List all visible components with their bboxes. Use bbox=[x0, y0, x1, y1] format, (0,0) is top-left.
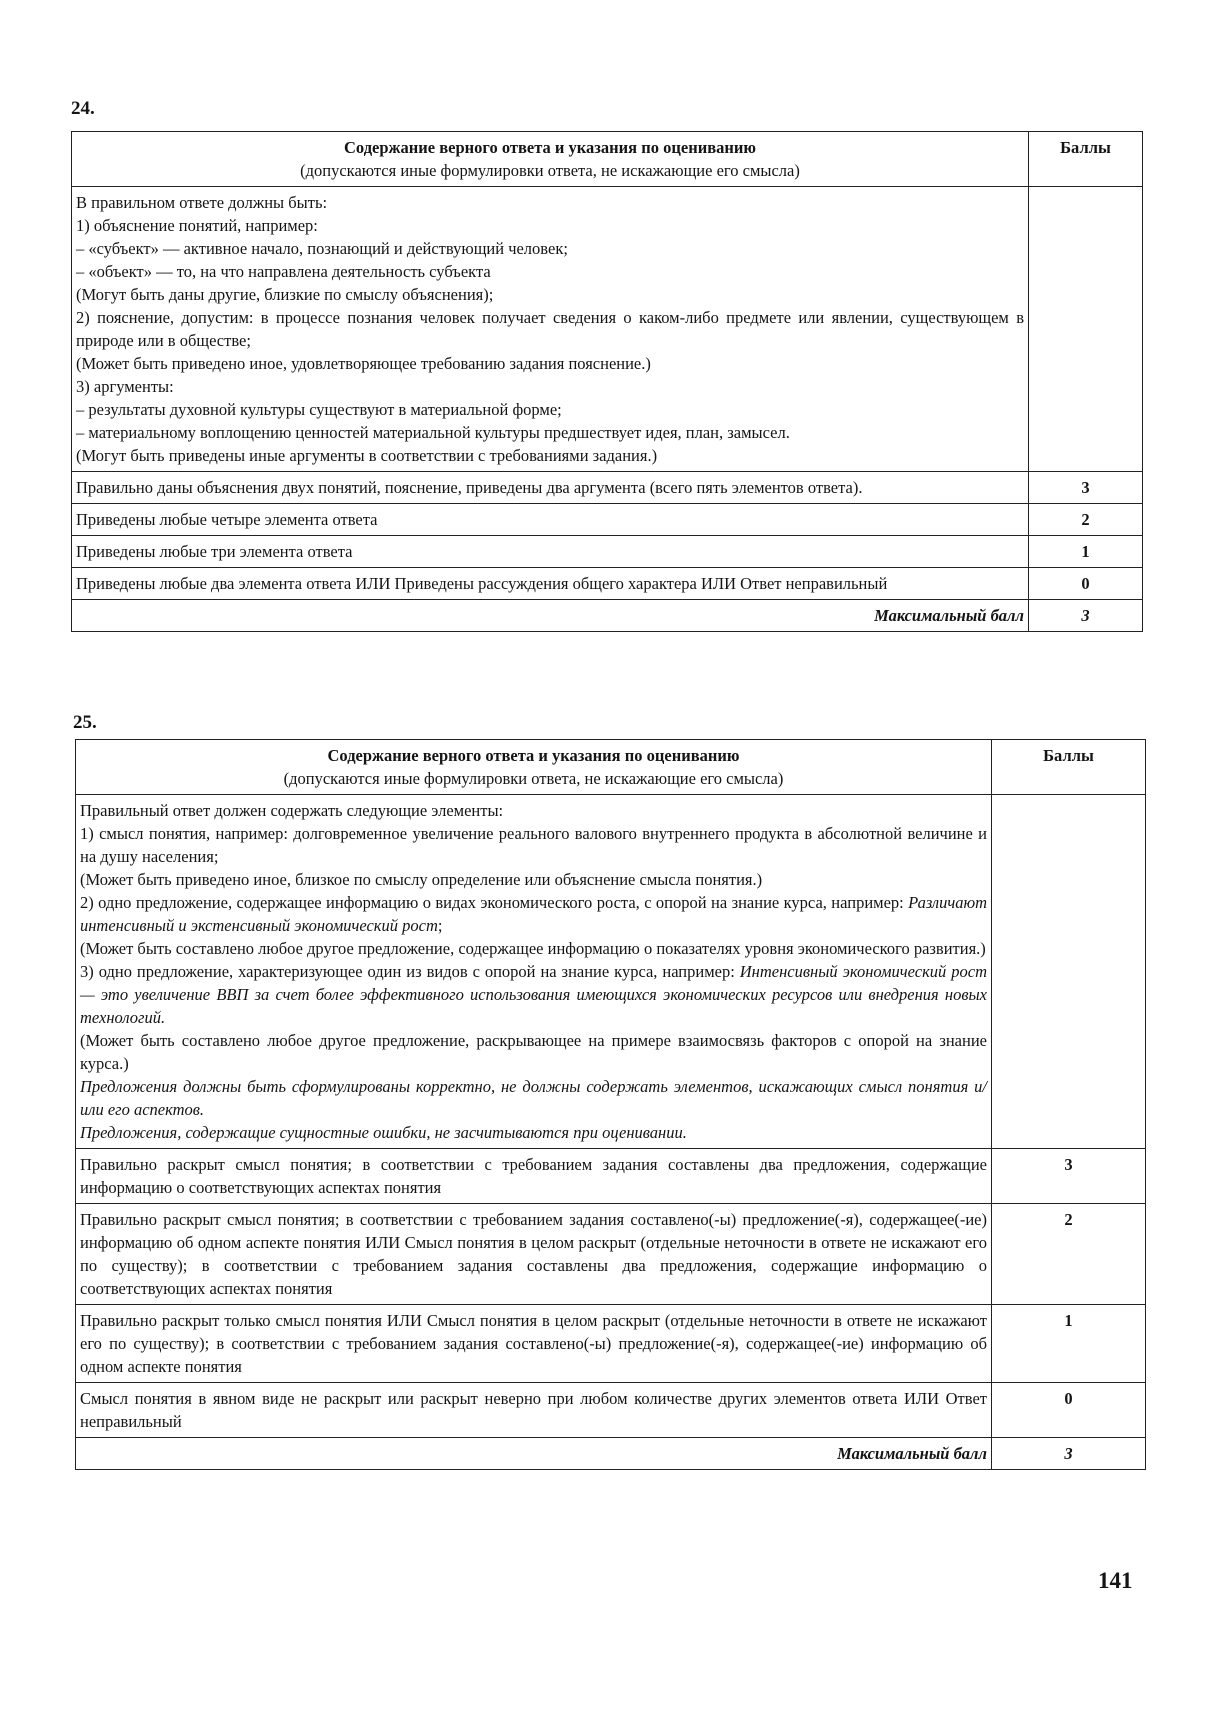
scoring-points: 3 bbox=[1029, 472, 1143, 504]
content-element-1: 1) смысл понятия, например: долговременное увеличение реального валового внутреннего продукта в абсолютной величине и на душу населения; bbox=[80, 824, 987, 866]
scoring-points: 1 bbox=[992, 1305, 1146, 1383]
points-header: Баллы bbox=[992, 740, 1146, 795]
content-element-3 bbox=[80, 960, 987, 1029]
scoring-row bbox=[72, 536, 1143, 568]
content-note: (Может быть составлено любое другое предложение, раскрывающее на примере взаимосвязь факторов с опорой на знание курса.) bbox=[80, 1031, 987, 1073]
scoring-row bbox=[76, 1305, 1146, 1383]
scoring-criterion: Приведены любые четыре элемента ответа bbox=[72, 504, 1029, 536]
content-line: (Могут быть приведены иные аргументы в соответствии с требованиями задания.) bbox=[76, 446, 658, 465]
scoring-row bbox=[72, 568, 1143, 600]
content-line: В правильном ответе должны быть: bbox=[76, 193, 328, 212]
max-score-value: 3 bbox=[992, 1438, 1146, 1470]
content-line: – «объект» — то, на что направлена деятельность субъекта bbox=[76, 262, 491, 281]
content-line: 3) аргументы: bbox=[76, 377, 174, 396]
content-header bbox=[76, 740, 992, 795]
scoring-points: 0 bbox=[1029, 568, 1143, 600]
content-line: – материальному воплощению ценностей материальной культуры предшествует идея, план, замысел. bbox=[76, 423, 790, 442]
answer-content-row bbox=[76, 795, 1146, 1149]
scoring-row bbox=[76, 1149, 1146, 1204]
page-number: 141 bbox=[1098, 1568, 1133, 1593]
example-sentence: Различают интенсивный и экстенсивный экономический рост bbox=[80, 893, 987, 935]
content-line: – «субъект» — активное начало, познающий и действующий человек; bbox=[76, 239, 568, 258]
header-subtitle: (допускаются иные формулировки ответа, не искажающие его смысла) bbox=[283, 769, 784, 788]
example-sentence: Интенсивный экономический рост — это увеличение ВВП за счет более эффективного использования имеющихся экономических ресурсов или внедрения новых технологий. bbox=[80, 962, 987, 1027]
scoring-points: 2 bbox=[1029, 504, 1143, 536]
max-score-label: Максимальный балл bbox=[72, 600, 1029, 632]
scoring-row bbox=[72, 504, 1143, 536]
scoring-criterion: Правильно даны объяснения двух понятий, пояснение, приведены два аргумента (всего пять элементов ответа). bbox=[72, 472, 1029, 504]
task-25-grading-table bbox=[75, 739, 1146, 1470]
max-score-label: Максимальный балл bbox=[76, 1438, 992, 1470]
content-line: (Могут быть даны другие, близкие по смыслу объяснения); bbox=[76, 285, 494, 304]
task-24-grading-table bbox=[71, 131, 1143, 632]
content-line: (Может быть приведено иное, удовлетворяющее требованию задания пояснение.) bbox=[76, 354, 651, 373]
scoring-points: 0 bbox=[992, 1383, 1146, 1438]
scoring-criterion: Правильно раскрыт только смысл понятия ИЛИ Смысл понятия в целом раскрыт (отдельные неточности в ответе не искажают его по существу); в соответствии с требованием задания составлено(-ы) предложение(-я), содержащее(-ие) информацию об одном аспекте понятия bbox=[76, 1305, 992, 1383]
content-header bbox=[72, 132, 1029, 187]
content-element-2 bbox=[80, 891, 987, 937]
rule-note: Предложения, содержащие сущностные ошибки, не засчитываются при оценивании. bbox=[80, 1123, 687, 1142]
table-header-row bbox=[76, 740, 1146, 795]
element-text: 2) одно предложение, содержащее информацию о видах экономического роста, с опорой на знание курса, например: bbox=[80, 893, 909, 912]
header-title: Содержание верного ответа и указания по оцениванию bbox=[327, 746, 740, 765]
answer-content bbox=[72, 187, 1029, 472]
content-intro: Правильный ответ должен содержать следующие элементы: bbox=[80, 801, 504, 820]
element-end: ; bbox=[437, 916, 443, 935]
header-subtitle: (допускаются иные формулировки ответа, не искажающие его смысла) bbox=[300, 161, 800, 180]
scoring-points: 3 bbox=[992, 1149, 1146, 1204]
rule-note: Предложения должны быть сформулированы корректно, не должны содержать элементов, искажающих смысл понятия и/или его аспектов. bbox=[80, 1077, 987, 1119]
table-header-row bbox=[72, 132, 1143, 187]
empty-points-cell bbox=[992, 795, 1146, 1149]
content-line: – результаты духовной культуры существуют в материальной форме; bbox=[76, 400, 562, 419]
task-24-number: 24. bbox=[71, 98, 95, 119]
points-header: Баллы bbox=[1029, 132, 1143, 187]
scoring-criterion: Смысл понятия в явном виде не раскрыт или раскрыт неверно при любом количестве других элементов ответа ИЛИ Ответ неправильный bbox=[76, 1383, 992, 1438]
max-score-row bbox=[76, 1438, 1146, 1470]
max-score-value: 3 bbox=[1029, 600, 1143, 632]
task-25-number: 25. bbox=[73, 712, 97, 733]
content-line: 2) пояснение, допустим: в процессе познания человек получает сведения о каком-либо предмете или явлении, существующем в природе или в обществе; bbox=[76, 308, 1024, 350]
max-score-row bbox=[72, 600, 1143, 632]
scoring-criterion: Приведены любые три элемента ответа bbox=[72, 536, 1029, 568]
answer-content-row bbox=[72, 187, 1143, 472]
element-text: 3) одно предложение, характеризующее один из видов с опорой на знание курса, например: bbox=[80, 962, 740, 981]
header-title: Содержание верного ответа и указания по оцениванию bbox=[344, 138, 756, 157]
scoring-row bbox=[72, 472, 1143, 504]
content-line: 1) объяснение понятий, например: bbox=[76, 216, 318, 235]
scoring-points: 2 bbox=[992, 1204, 1146, 1305]
content-note: (Может быть приведено иное, близкое по смыслу определение или объяснение смысла понятия.) bbox=[80, 870, 763, 889]
scoring-criterion: Правильно раскрыт смысл понятия; в соответствии с требованием задания составлено(-ы) предложение(-я), содержащее(-ие) информацию об одном аспекте понятия ИЛИ Смысл понятия в целом раскрыт (отдельные неточности в ответе не искажают его по существу); в соответствии с требованием задания составлены два предложения, содержащие информацию о соответствующих аспектах понятия bbox=[76, 1204, 992, 1305]
content-note: (Может быть составлено любое другое предложение, содержащее информацию о показателях уровня экономического развития.) bbox=[80, 939, 986, 958]
scoring-row bbox=[76, 1383, 1146, 1438]
scoring-row bbox=[76, 1204, 1146, 1305]
scoring-points: 1 bbox=[1029, 536, 1143, 568]
answer-content bbox=[76, 795, 992, 1149]
scoring-criterion: Приведены любые два элемента ответа ИЛИ Приведены рассуждения общего характера ИЛИ Ответ неправильный bbox=[72, 568, 1029, 600]
scoring-criterion: Правильно раскрыт смысл понятия; в соответствии с требованием задания составлены два предложения, содержащие информацию о соответствующих аспектах понятия bbox=[76, 1149, 992, 1204]
empty-points-cell bbox=[1029, 187, 1143, 472]
